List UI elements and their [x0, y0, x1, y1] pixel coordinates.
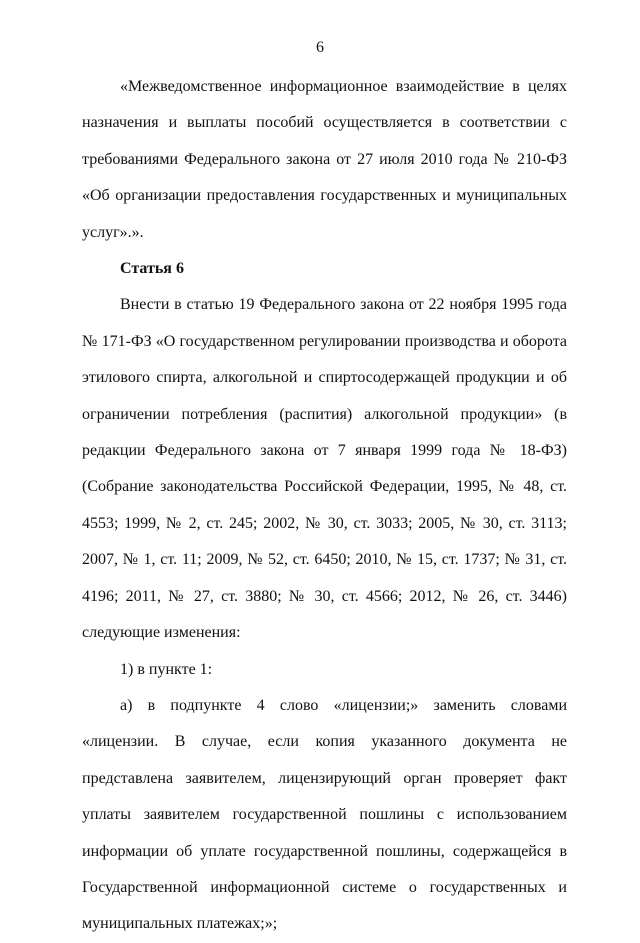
- document-body: [82, 69, 567, 943]
- paragraph-subpoint-a: а) в подпункте 4 слово «лицензии;» заменить словами «лицензии. В случае, если копия указанного документа не представлена заявителем, лицензирующий орган проверяет факт уплаты заявителем государственной пошлины с использованием информации об уплате государственной пошлины, содержащейся в Государственной информационной системе о государственных и муниципальных платежах;»;: [82, 696, 567, 933]
- paragraph-interagency-interaction: «Межведомственное информационное взаимодействие в целях назначения и выплаты пособий осуществляется в соответствии с требованиями Федерального закона от 27 июля 2010 года № 210-ФЗ «Об организации предоставления государственных и муниципальных услуг».».: [82, 78, 567, 241]
- article-heading: Статья 6: [120, 260, 184, 278]
- paragraph-amend-article-19: Внести в статью 19 Федерального закона от 22 ноября 1995 года № 171-ФЗ «О государственном регулировании производства и оборота этилового спирта, алкогольной и спиртосодержащей продукции и об ограничении потребления (распития) алкогольной продукции» (в редакции Федерального закона от 7 января 1999 года № 18-ФЗ) (Собрание законодательства Российской Федерации, 1995, № 48, ст. 4553; 1999, № 2, ст. 245; 2002, № 30, ст. 3033; 2005, № 30, ст. 3113; 2007, № 1, ст. 11; 2009, № 52, ст. 6450; 2010, № 15, ст. 1737; № 31, ст. 4196; 2011, № 27, ст. 3880; № 30, ст. 4566; 2012, № 26, ст. 3446) следующие изменения:: [82, 296, 567, 642]
- paragraph-point-1: 1) в пункте 1:: [120, 660, 213, 678]
- page-number: 6: [316, 39, 324, 56]
